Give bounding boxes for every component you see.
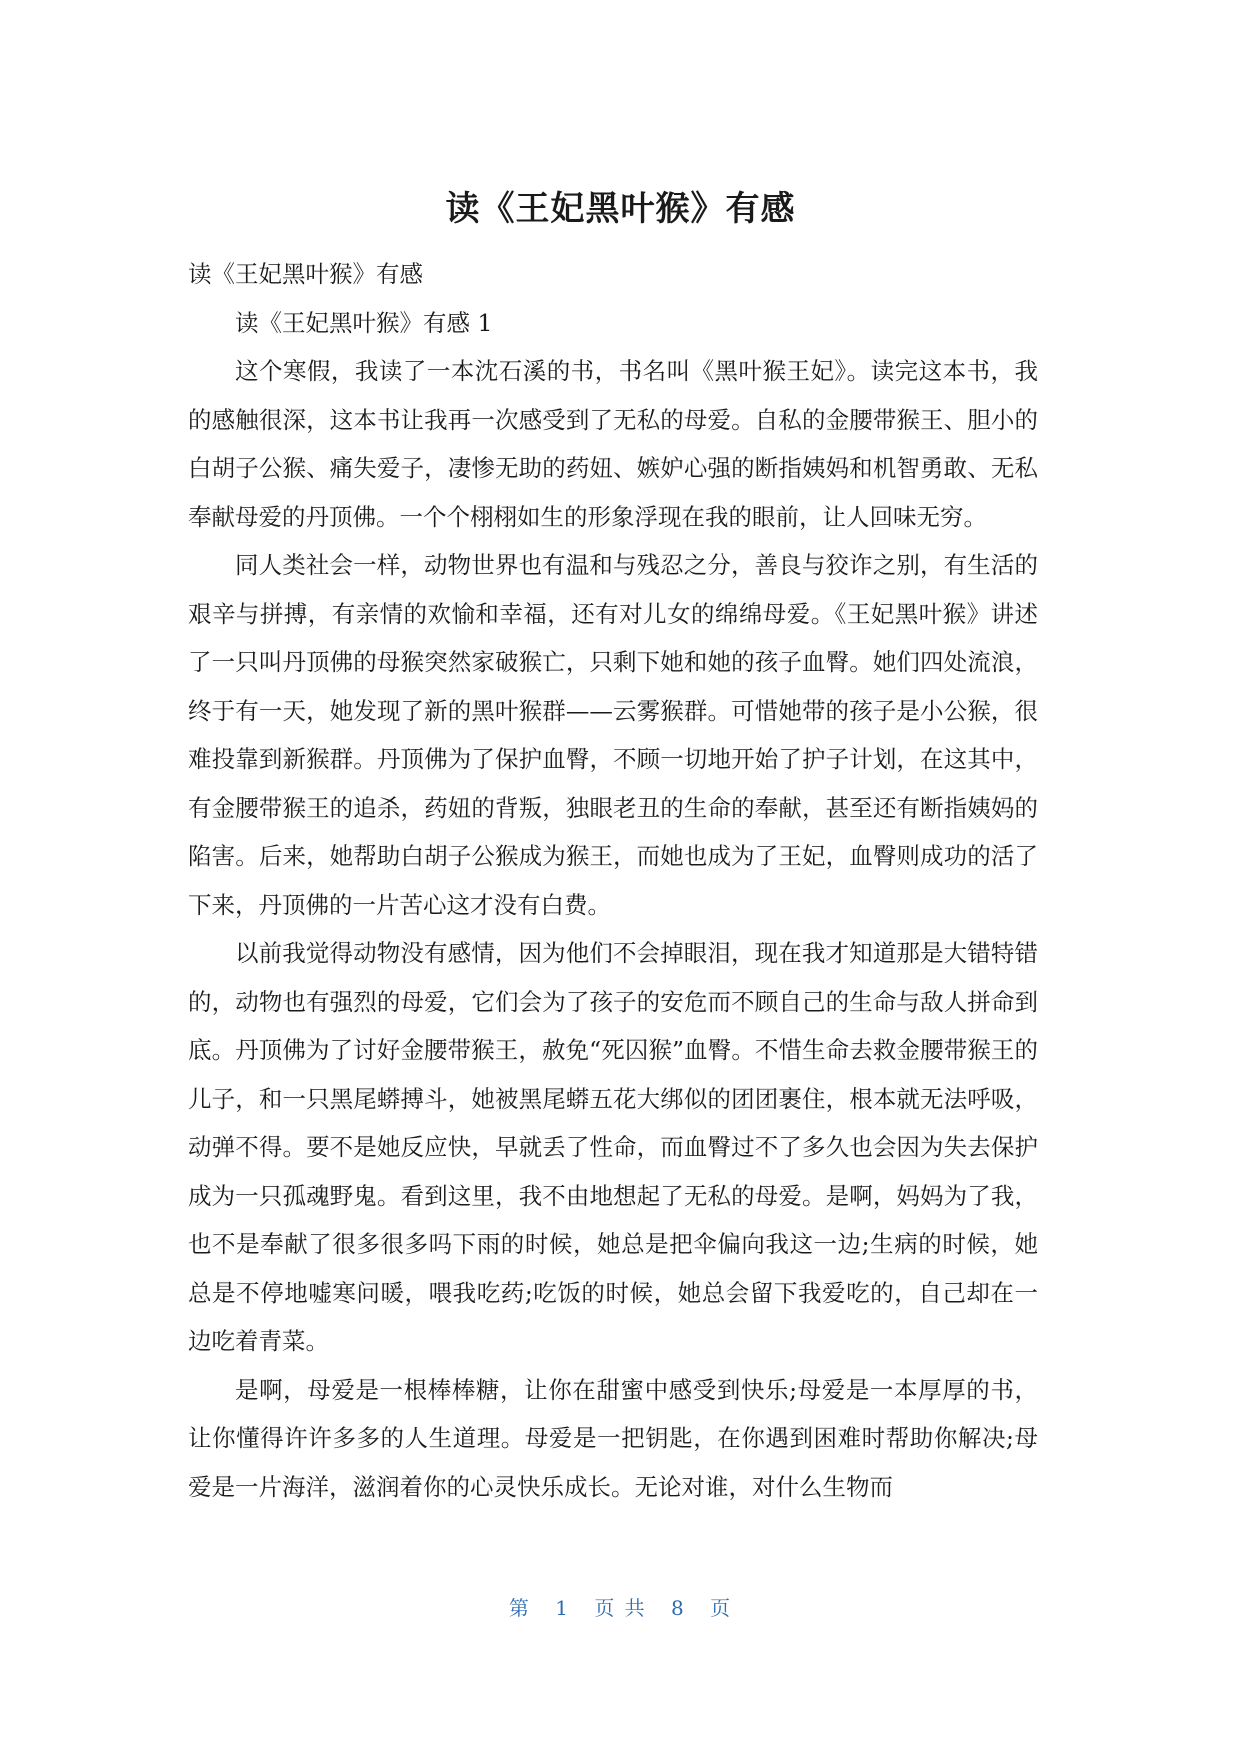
document-subtitle: 读《王妃黑叶猴》有感 bbox=[188, 260, 423, 288]
paragraph-2: 同人类社会一样，动物世界也有温和与残忍之分，善良与狡诈之别，有生活的艰辛与拼搏，有亲情的欢愉和幸福，还有对儿女的绵绵母爱。《王妃黑叶猴》讲述了一只叫丹顶佛的母猴突然家破猴亡，只剩下她和她的孩子血臀。她们四处流浪，终于有一天，她发现了新的黑叶猴群——云雾猴群。可惜她带的孩子是小公猴，很难投靠到新猴群。丹顶佛为了保护血臀，不顾一切地开始了护子计划，在这其中，有金腰带猴王的追杀，药妞的背叛，独眼老丑的生命的奉献，甚至还有断指姨妈的陷害。后来，她帮助白胡子公猴成为猴王，而她也成为了王妃，血臀则成功的活了下来，丹顶佛的一片苦心这才没有白费。 bbox=[188, 551, 1038, 919]
page-footer bbox=[0, 1592, 1241, 1621]
footer-total-pages: 8 bbox=[671, 1596, 686, 1620]
paragraph-1: 这个寒假，我读了一本沈石溪的书，书名叫《黑叶猴王妃》。读完这本书，我的感触很深，这本书让我再一次感受到了无私的母爱。自私的金腰带猴王、胆小的白胡子公猴、痛失爱子，凄惨无助的药妞、嫉妒心强的断指姨妈和机智勇敢、无私奉献母爱的丹顶佛。一个个栩栩如生的形象浮现在我的眼前，让人回味无穷。 bbox=[188, 357, 1038, 531]
section-heading: 读《王妃黑叶猴》有感 1 bbox=[235, 308, 493, 337]
paragraph-4: 是啊，母爱是一根棒棒糖，让你在甜蜜中感受到快乐;母爱是一本厚厚的书，让你懂得许许多多的人生道理。母爱是一把钥匙，在你遇到困难时帮助你解决;母爱是一片海洋，滋润着你的心灵快乐成长。无论对谁，对什么生物而 bbox=[188, 1375, 1038, 1501]
paragraph-3: 以前我觉得动物没有感情，因为他们不会掉眼泪，现在我才知道那是大错特错的，动物也有强烈的母爱，它们会为了孩子的安危而不顾自己的生命与敌人拼命到底。丹顶佛为了讨好金腰带猴王，赦免“死囚猴”血臀。不惜生命去救金腰带猴王的儿子，和一只黑尾蟒搏斗，她被黑尾蟒五花大绑似的团团裹住，根本就无法呼吸，动弹不得。要不是她反应快，早就丢了性命，而血臀过不了多久也会因为失去保护成为一只孤魂野鬼。看到这里，我不由地想起了无私的母爱。是啊，妈妈为了我，也不是奉献了很多很多吗下雨的时候，她总是把伞偏向我这一边;生病的时候，她总是不停地嘘寒问暖，喂我吃药;吃饭的时候，她总会留下我爱吃的，自己却在一边吃着青菜。 bbox=[188, 939, 1038, 1355]
footer-middle: 页 共 bbox=[594, 1596, 647, 1620]
footer-prefix: 第 bbox=[508, 1596, 531, 1620]
document-body bbox=[188, 250, 1038, 1511]
footer-current-page: 1 bbox=[555, 1596, 570, 1620]
page-title: 读《王妃黑叶猴》有感 bbox=[445, 189, 796, 229]
footer-suffix: 页 bbox=[710, 1596, 733, 1620]
